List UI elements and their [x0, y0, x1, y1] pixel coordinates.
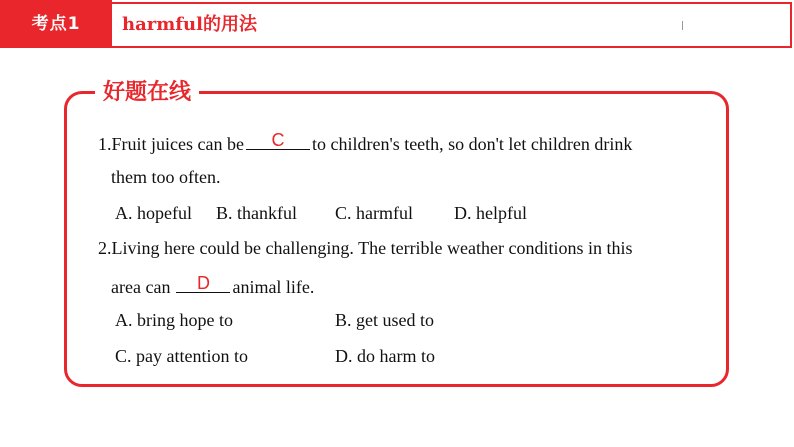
title-box — [112, 2, 792, 48]
question-1-text-pre: 1.Fruit juices can be — [98, 134, 244, 154]
section-label: 好题在线 — [95, 76, 199, 110]
question-2-answer: D — [196, 273, 210, 293]
question-2-option-b: B. get used to — [335, 310, 434, 330]
question-1-blank — [246, 131, 310, 150]
question-2-option-a: A. bring hope to — [115, 310, 233, 330]
question-1-answer: C — [271, 130, 285, 150]
question-1-text-post: to children's teeth, so don't let children drink — [311, 134, 633, 154]
divider-mark — [682, 21, 683, 30]
question-1-option-a: A. hopeful — [115, 203, 192, 223]
header-bar — [0, 0, 794, 48]
question-2-line-2 — [111, 274, 314, 298]
question-2-text-post: animal life. — [232, 277, 315, 297]
question-2-option-d: D. do harm to — [335, 346, 435, 366]
question-2-line-1: 2.Living here could be challenging. The terrible weather conditions in this — [98, 238, 633, 258]
question-1-option-c: C. harmful — [335, 203, 413, 223]
question-1-option-b: B. thankful — [216, 203, 297, 223]
question-1-line-2: them too often. — [111, 167, 221, 187]
question-1-line-1 — [98, 131, 632, 155]
question-2-blank — [176, 274, 230, 293]
page-title: harmful的用法 — [122, 14, 257, 35]
question-1-option-d: D. helpful — [454, 203, 527, 223]
question-2-option-c: C. pay attention to — [115, 346, 248, 366]
topic-tag: 考点1 — [0, 0, 112, 48]
question-2-text-pre: area can — [111, 277, 171, 297]
